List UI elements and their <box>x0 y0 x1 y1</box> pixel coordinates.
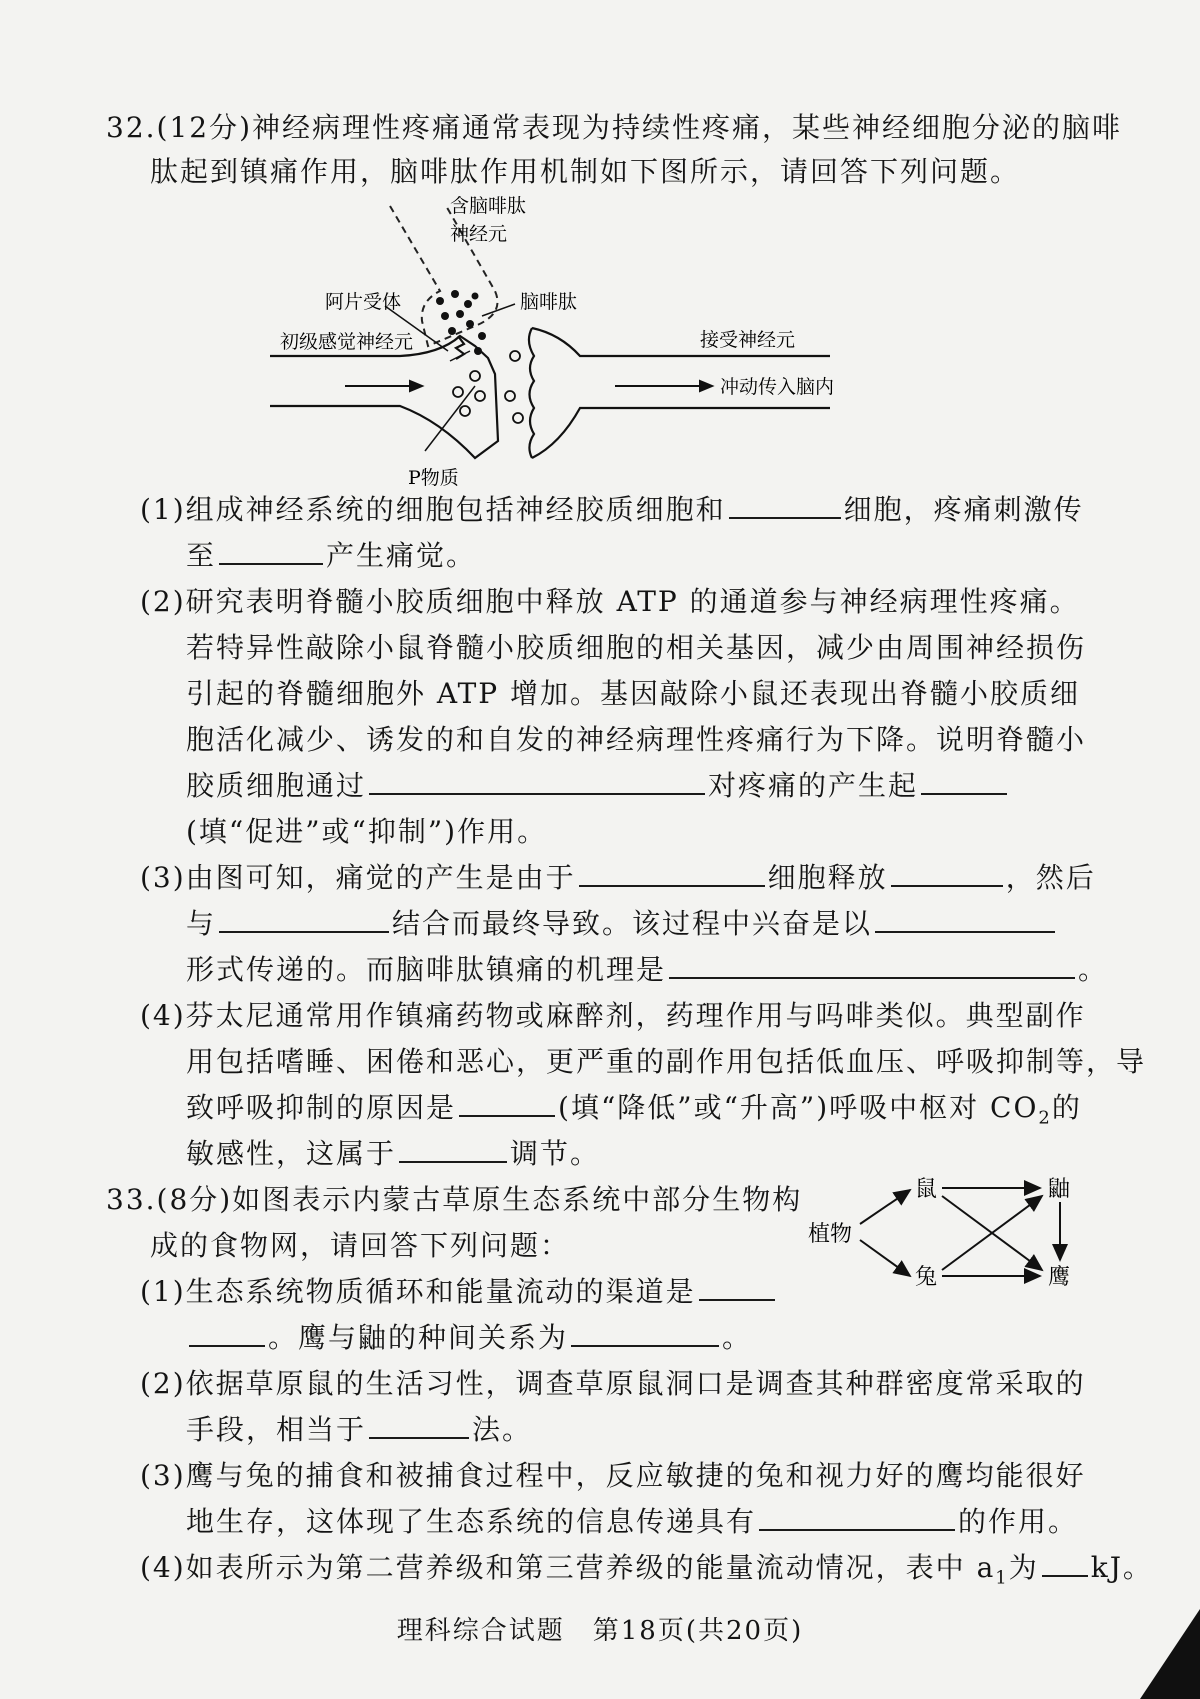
answer-blank[interactable] <box>369 1411 469 1439</box>
q33-p3-line2 <box>186 1502 1078 1542</box>
q32-intro-text2: 肽起到镇痛作用，脑啡肽作用机制如下图所示，请回答下列问题。 <box>150 155 1021 188</box>
q32-p3-line3 <box>186 950 1108 990</box>
label-enkephalin: 脑啡肽 <box>520 291 578 313</box>
q32-intro-line1 <box>106 108 1122 148</box>
q32-intro-line2 <box>150 152 1020 192</box>
q32-p4-line3 <box>186 1088 1082 1139</box>
q32-p4-line4 <box>186 1134 600 1174</box>
q32-p1-text-d: 产生痛觉。 <box>326 539 477 572</box>
label-p-substance: P物质 <box>408 467 459 486</box>
q33-p4-text1c: kJ。 <box>1090 1551 1153 1584</box>
q32-p1-text-a: (1)组成神经系统的细胞包括神经胶质细胞和 <box>140 493 726 526</box>
answer-blank[interactable] <box>921 767 1007 795</box>
label-enkephalin-neuron-2: 神经元 <box>450 223 508 245</box>
q32-p1-text-c: 至 <box>186 539 217 572</box>
food-web-diagram <box>800 1172 1080 1296</box>
q33-p3-line1 <box>140 1456 1086 1496</box>
q32-p4-text4b: 调节。 <box>510 1137 601 1170</box>
answer-blank[interactable] <box>699 1273 775 1301</box>
answer-blank[interactable] <box>399 1135 507 1163</box>
page-footer: 理科综合试题 第18页(共20页) <box>396 1616 804 1646</box>
answer-blank[interactable] <box>219 905 389 933</box>
q32-p3-text2b: 结合而最终导致。该过程中兴奋是以 <box>392 907 873 940</box>
node-rabbit: 兔 <box>915 1265 938 1290</box>
q32-p2-line3 <box>186 674 1080 714</box>
q33-intro-line1 <box>106 1180 802 1220</box>
q33-p1-line1 <box>140 1272 778 1312</box>
label-primary-sensory-neuron: 初级感觉神经元 <box>280 331 414 353</box>
q33-intro-text1: 33.(8分)如图表示内蒙古草原生态系统中部分生物构 <box>106 1183 803 1216</box>
q33-p1-text2b: 。 <box>722 1321 753 1354</box>
q32-p4-line1 <box>140 996 1086 1036</box>
page-corner-shadow <box>1140 1609 1200 1699</box>
q32-p3-text2a: 与 <box>186 907 217 940</box>
q33-p4-text1a: (4)如表所示为第二营养级和第三营养级的能量流动情况，表中 a <box>140 1551 996 1584</box>
answer-blank[interactable] <box>875 905 1055 933</box>
q32-p2-line4 <box>186 720 1086 760</box>
q32-p3-line1 <box>140 858 1096 898</box>
q32-p2-text4: 胞活化减少、诱发的和自发的神经病理性疼痛行为下降。说明脊髓小 <box>186 723 1087 756</box>
q33-p1-text2a: 。鹰与鼬的种间关系为 <box>268 1321 569 1354</box>
q33-p1-line2 <box>186 1318 752 1358</box>
q33-p3-text2b: 的作用。 <box>958 1505 1079 1538</box>
q32-p3-line2 <box>186 904 1058 944</box>
a1-subscript: 1 <box>995 1567 1009 1589</box>
q32-p4-text3b: (填“降低”或“升高”)呼吸中枢对 CO <box>558 1091 1039 1124</box>
answer-blank[interactable] <box>189 1319 265 1347</box>
answer-blank[interactable] <box>571 1319 719 1347</box>
answer-blank[interactable] <box>1042 1549 1088 1577</box>
q32-p3-text1a: (3)由图可知，痛觉的产生是由于 <box>140 861 576 894</box>
co2-subscript: 2 <box>1038 1107 1052 1129</box>
answer-blank[interactable] <box>219 537 323 565</box>
q32-p3-text3a: 形式传递的。而脑啡肽镇痛的机理是 <box>186 953 667 986</box>
answer-blank[interactable] <box>891 859 1003 887</box>
q33-p2-text2a: 手段，相当于 <box>186 1413 367 1446</box>
answer-blank[interactable] <box>459 1089 555 1117</box>
label-receiving-neuron: 接受神经元 <box>700 329 796 351</box>
node-plant: 植物 <box>808 1222 853 1247</box>
q33-p2-text2b: 法。 <box>472 1413 533 1446</box>
q32-p2-text3: 引起的脊髓细胞外 ATP 增加。基因敲除小鼠还表现出脊髓小胶质细 <box>186 677 1081 710</box>
q32-p2-text1: (2)研究表明脊髓小胶质细胞中释放 ATP 的通道参与神经病理性疼痛。 <box>140 585 1080 618</box>
q32-p4-line2 <box>186 1042 1146 1082</box>
q33-p3-text2a: 地生存，这体现了生态系统的信息传递具有 <box>186 1505 757 1538</box>
answer-blank[interactable] <box>579 859 765 887</box>
q32-p1-line2 <box>186 536 476 576</box>
q33-intro-line2 <box>150 1226 570 1266</box>
q33-p4-text1b: 为 <box>1008 1551 1039 1584</box>
q32-p2-text5a: 胶质细胞通过 <box>186 769 367 802</box>
answer-blank[interactable] <box>369 767 705 795</box>
q32-p2-text6: (填“促进”或“抑制”)作用。 <box>186 815 548 848</box>
q33-p2-line1 <box>140 1364 1086 1404</box>
q33-p2-text1: (2)依据草原鼠的生活习性，调查草原鼠洞口是调查其种群密度常采取的 <box>140 1367 1086 1400</box>
q32-p4-text3c: 的 <box>1051 1091 1082 1124</box>
q33-p2-line2 <box>186 1410 532 1450</box>
q33-p3-text1: (3)鹰与兔的捕食和被捕食过程中，反应敏捷的兔和视力好的鹰均能很好 <box>140 1459 1086 1492</box>
food-web-arrows <box>860 1188 1060 1276</box>
label-impulse-to-brain: 冲动传入脑内 <box>720 376 835 398</box>
node-mouse: 鼠 <box>915 1177 938 1202</box>
q32-p1-line1 <box>140 490 1084 530</box>
q32-p3-text3b: 。 <box>1078 953 1109 986</box>
q32-p4-text3a: 致呼吸抑制的原因是 <box>186 1091 457 1124</box>
q32-p3-text1c: ，然后 <box>1005 861 1096 894</box>
impulse-arrows <box>345 381 712 391</box>
q32-p2-line1 <box>140 582 1080 622</box>
node-eagle: 鹰 <box>1048 1265 1071 1290</box>
q33-p1-text1: (1)生态系统物质循环和能量流动的渠道是 <box>140 1275 696 1308</box>
q32-p2-line6 <box>186 812 547 852</box>
q32-p4-text4a: 敏感性，这属于 <box>186 1137 397 1170</box>
answer-blank[interactable] <box>669 951 1075 979</box>
q32-p4-text1: (4)芬太尼通常用作镇痛药物或麻醉剂，药理作用与吗啡类似。典型副作 <box>140 999 1086 1032</box>
q33-intro-text2: 成的食物网，请回答下列问题： <box>150 1229 571 1262</box>
q32-intro-text1: 32.(12分)神经病理性疼痛通常表现为持续性疼痛，某些神经细胞分泌的脑啡 <box>106 111 1123 144</box>
label-enkephalin-neuron-1: 含脑啡肽 <box>450 196 527 217</box>
q32-p2-line2 <box>186 628 1086 668</box>
q32-p3-text1b: 细胞释放 <box>767 861 888 894</box>
q32-p2-text2: 若特异性敲除小鼠脊髓小胶质细胞的相关基因，减少由周围神经损伤 <box>186 631 1087 664</box>
q32-p2-line5 <box>186 766 1010 806</box>
label-opioid-receptor: 阿片受体 <box>325 291 402 313</box>
p-substance-vesicles <box>453 351 523 423</box>
q32-p2-text5b: 对疼痛的产生起 <box>708 769 919 802</box>
synapse-diagram <box>270 196 910 486</box>
q32-p1-text-b: 细胞，疼痛刺激传 <box>843 493 1084 526</box>
q32-p4-text2: 用包括嗜睡、困倦和恶心，更严重的副作用包括低血压、呼吸抑制等，导 <box>186 1045 1147 1078</box>
node-weasel: 鼬 <box>1048 1177 1071 1202</box>
answer-blank[interactable] <box>759 1503 955 1531</box>
q33-p4-line1 <box>140 1548 1153 1599</box>
answer-blank[interactable] <box>729 491 841 519</box>
